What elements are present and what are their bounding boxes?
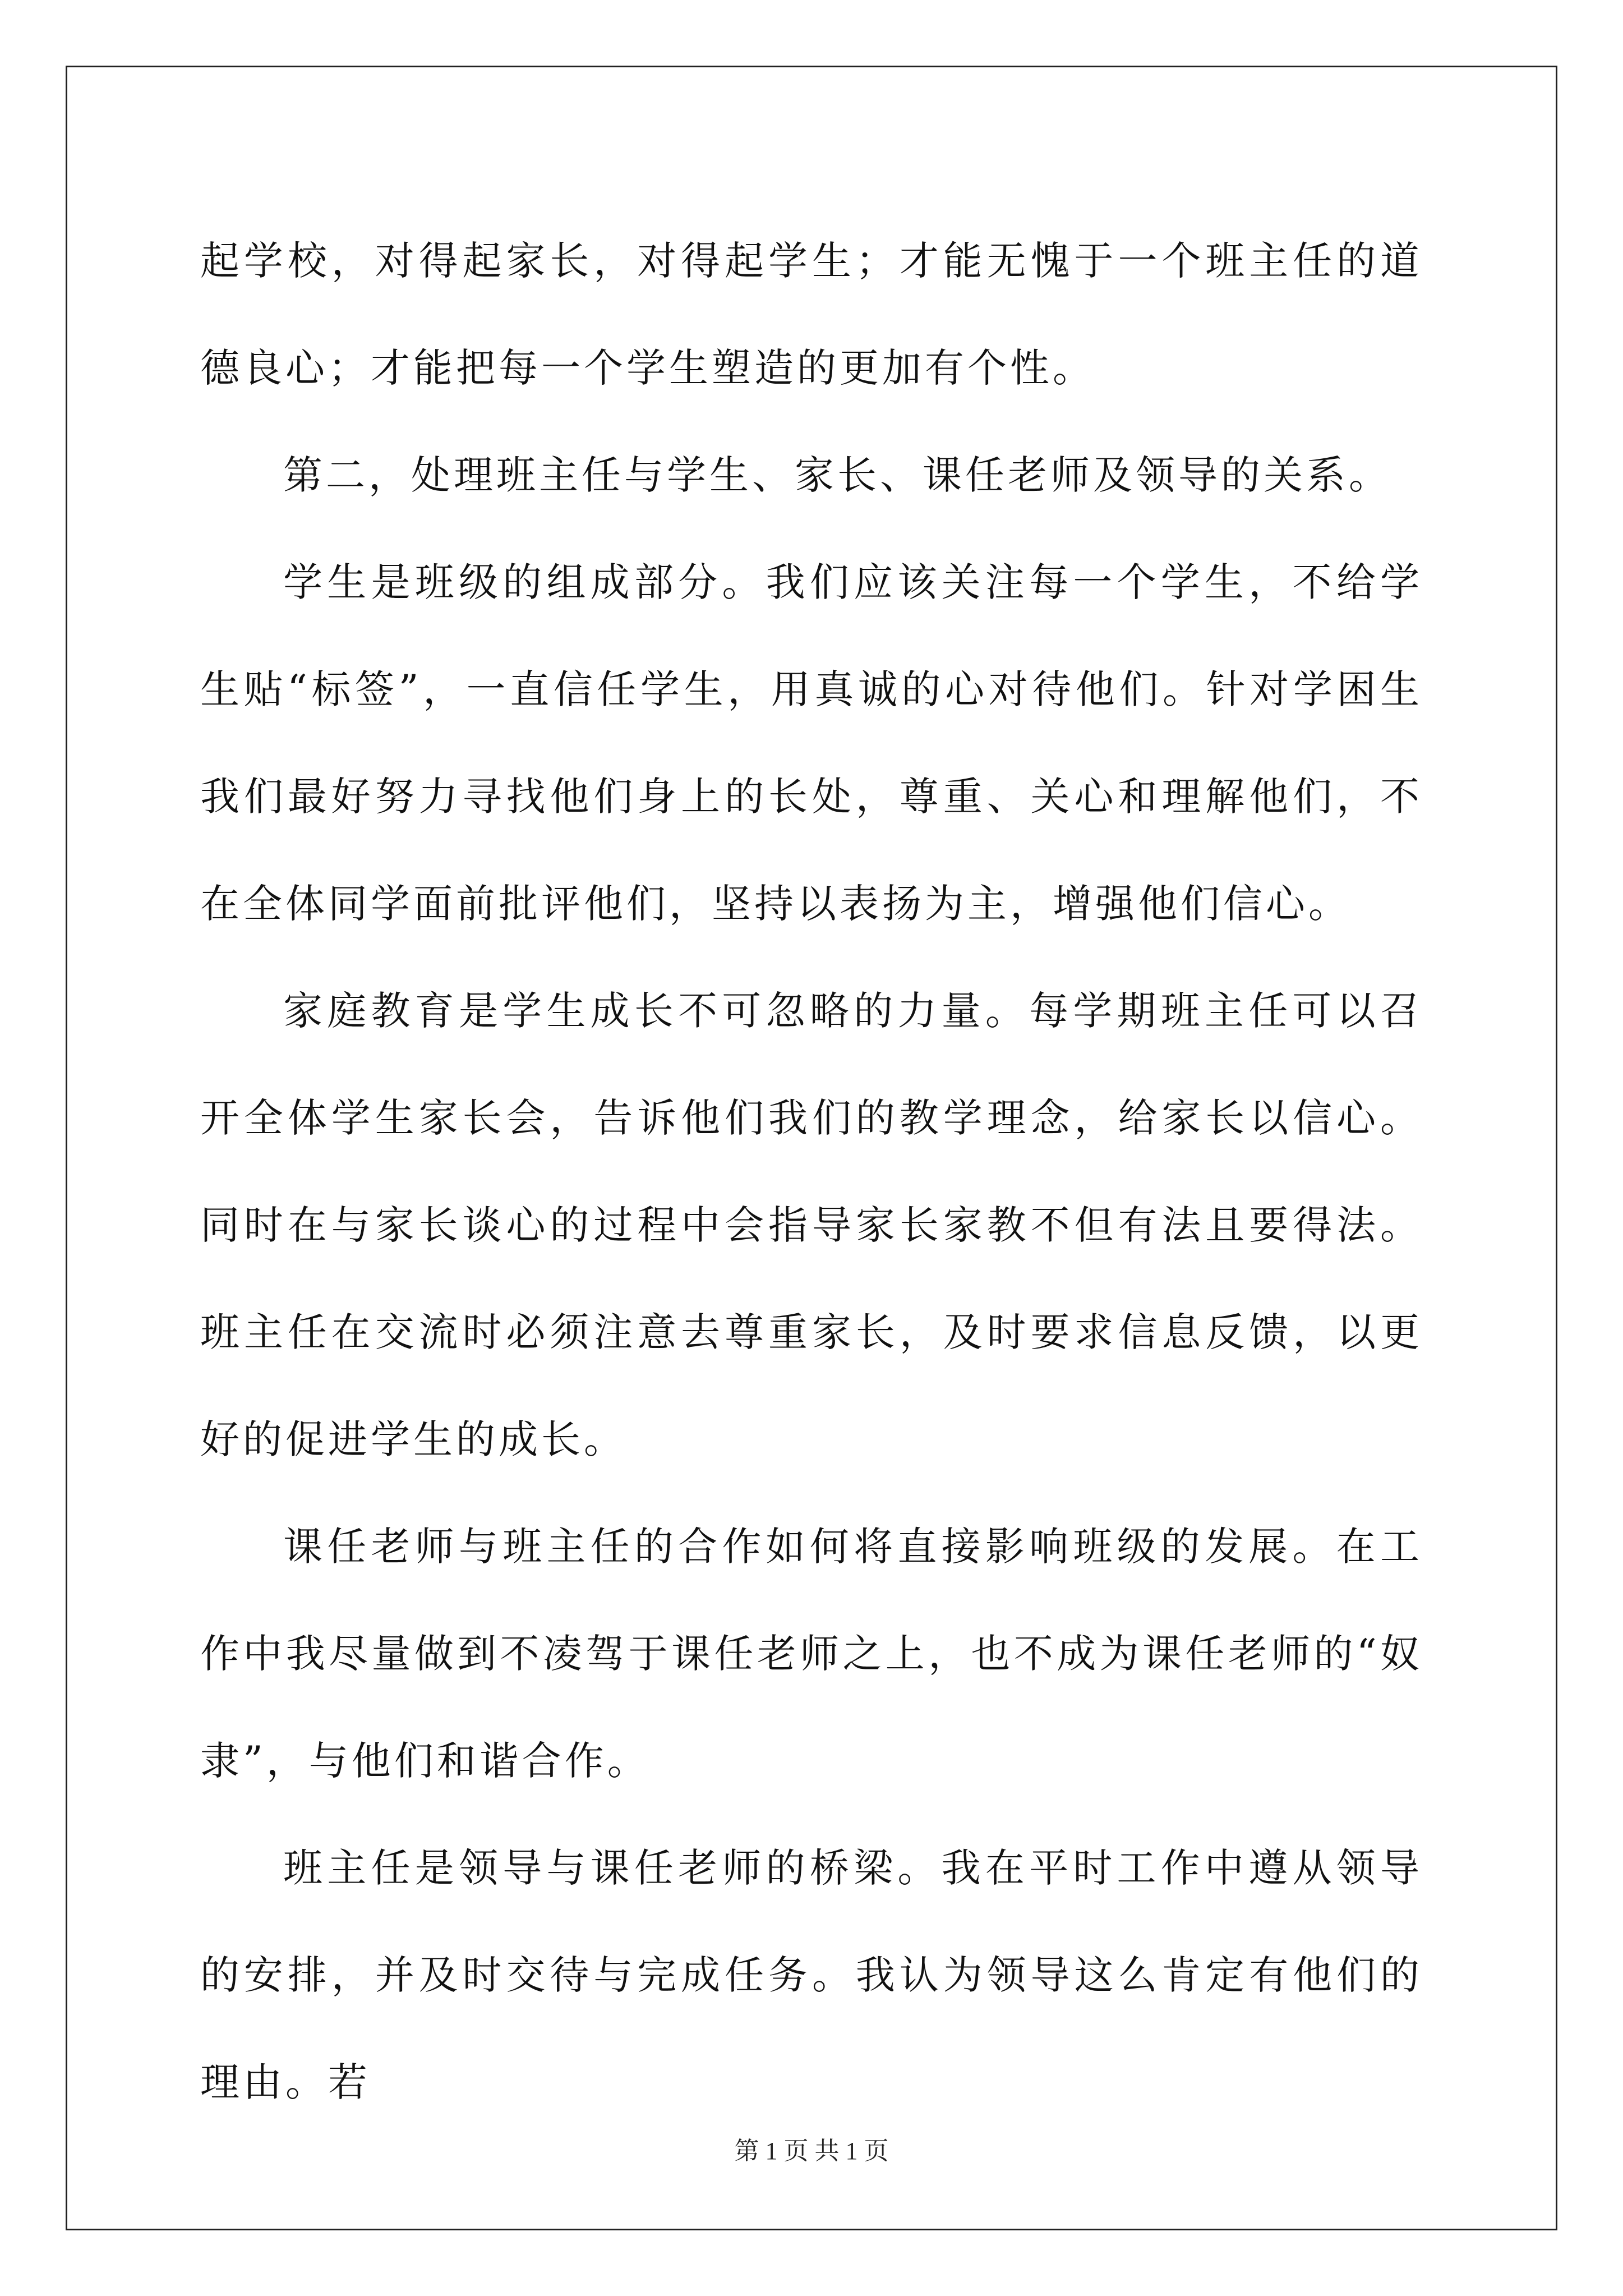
paragraph-2: 第二，处理班主任与学生、家长、课任老师及领导的关系。 — [283, 452, 1391, 498]
paragraph-4: 家庭教育是学生成长不可忽略的力量。每学期班主任可以召开全体学生家长会，告诉他们我们的教学理念，给家长以信心。同时在与家长谈心的过程中会指导家长家教不但有法且要得法。班主任在交流时必须注意去尊重家长，及时要求信息反馈，以更好的促进学生的成长。 — [200, 988, 1423, 1462]
page-number-footer: 第 1 页 共 1 页 — [734, 2137, 889, 2165]
paragraph-3: 学生是班级的组成部分。我们应该关注每一个学生，不给学生贴“标签”，一直信任学生，用真诚的心对待他们。针对学困生我们最好努力寻找他们身上的长处，尊重、关心和理解他们，不在全体同学面前批评他们，坚持以表扬为主，增强他们信心。 — [200, 559, 1423, 927]
document-body — [200, 208, 1423, 2136]
paragraph-1: 起学校，对得起家长，对得起学生；才能无愧于一个班主任的道德良心；才能把每一个学生塑造的更加有个性。 — [200, 238, 1423, 391]
paragraph-6: 班主任是领导与课任老师的桥梁。我在平时工作中遵从领导的安排，并及时交待与完成任务。我认为领导这么肯定有他们的理由。若 — [200, 1845, 1423, 2105]
paragraph-5: 课任老师与班主任的合作如何将直接影响班级的发展。在工作中我尽量做到不凌驾于课任老师之上，也不成为课任老师的“奴隶”，与他们和谐合作。 — [200, 1524, 1423, 1784]
